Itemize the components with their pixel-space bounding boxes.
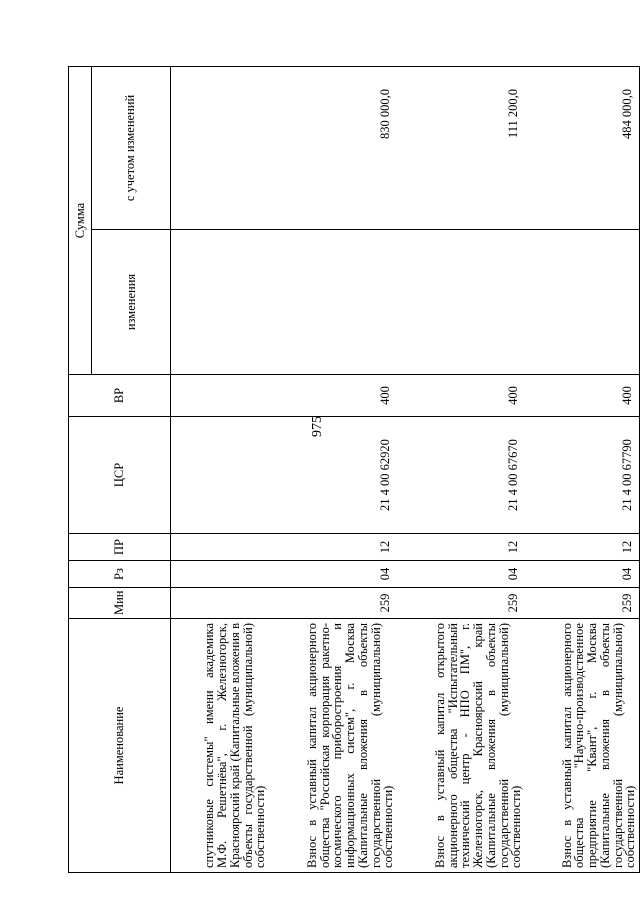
- budget-table: [68, 66, 640, 873]
- budget-table-rotated: [68, 67, 638, 873]
- header-csr: ЦСР: [69, 417, 171, 534]
- row-changes: [171, 230, 270, 375]
- row-csr: 21 4 00 67790: [525, 417, 640, 534]
- row-with-changes: 830 000,0: [269, 67, 397, 230]
- row-with-changes: 111 200,0: [397, 67, 525, 230]
- header-min: Мин: [69, 588, 171, 619]
- row-rz: 04: [397, 561, 525, 588]
- row-min: [171, 588, 270, 619]
- table-row: [397, 67, 525, 873]
- row-vr: 400: [525, 375, 640, 417]
- row-min: 259: [269, 588, 397, 619]
- row-vr: [171, 375, 270, 417]
- row-pr: [171, 534, 270, 561]
- row-csr: 21 4 00 67670: [397, 417, 525, 534]
- header-pr: ПР: [69, 534, 171, 561]
- header-vr: ВР: [69, 375, 171, 417]
- row-name: Взнос в уставный капитал открытого акционерного общества "Испытательный технический центр - НПО ПМ", г. Железногорск, Красноярский край (Капитальные вложения в объекты государственной (муниципальной) собственности): [397, 619, 525, 873]
- header-row: [69, 67, 92, 873]
- table-row: [171, 67, 270, 873]
- row-min: 259: [525, 588, 640, 619]
- row-changes: [269, 230, 397, 375]
- page-number: 975: [310, 416, 325, 437]
- row-rz: 04: [525, 561, 640, 588]
- row-changes: [397, 230, 525, 375]
- row-changes: [525, 230, 640, 375]
- row-rz: [171, 561, 270, 588]
- row-rz: 04: [269, 561, 397, 588]
- row-vr: 400: [397, 375, 525, 417]
- row-name: спутниковые системы" имени академика М.Ф. Решетнёва", г. Железногорск, Красноярский край (Капитальные вложения в объекты государственной (муниципальной) собственности): [171, 619, 270, 873]
- header-rz: Рз: [69, 561, 171, 588]
- header-name: Наименование: [69, 619, 171, 873]
- table-row: [269, 67, 397, 873]
- row-pr: 12: [525, 534, 640, 561]
- row-with-changes: [171, 67, 270, 230]
- row-name: Взнос в уставный капитал акционерного общества "Российская корпорация ракетно-космического приборостроения и информационных систем", г. Москва (Капитальные вложения в объекты государственной (муниципальной) собственности): [269, 619, 397, 873]
- row-name: Взнос в уставный капитал акционерного общества "Научно-производственное предприятие "Квант", г. Москва (Капитальные вложения в объекты государственной (муниципальной) собственности): [525, 619, 640, 873]
- row-vr: 400: [269, 375, 397, 417]
- header-with-changes: с учетом изменений: [92, 67, 171, 230]
- header-changes: изменения: [92, 230, 171, 375]
- row-pr: 12: [269, 534, 397, 561]
- table-row: [525, 67, 640, 873]
- row-pr: 12: [397, 534, 525, 561]
- row-csr: 21 4 00 62920: [269, 417, 397, 534]
- header-sum: Сумма: [69, 67, 92, 375]
- row-with-changes: 484 000,0: [525, 67, 640, 230]
- row-min: 259: [397, 588, 525, 619]
- row-csr: [171, 417, 270, 534]
